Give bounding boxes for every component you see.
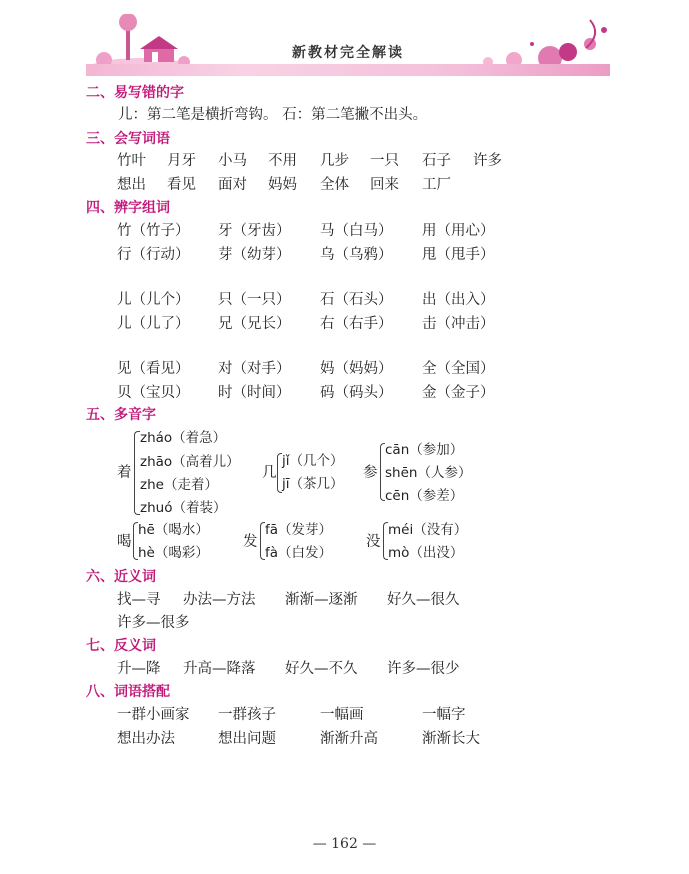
s4-item: 击（冲击） (422, 316, 495, 332)
s3-word-7: 石子 (422, 153, 451, 169)
s4-item: 行（行动） (117, 247, 190, 263)
header-band (86, 64, 610, 76)
s3-word-5: 几步 (320, 153, 349, 169)
polyphone-reading: hē（喝水） (138, 522, 209, 538)
synonym-pair: 办法—方法 (183, 592, 256, 608)
header-title: 新教材完全解读 (292, 45, 404, 61)
polyphone-reading: méi（没有） (388, 522, 468, 538)
polyphone-reading: mò（出没） (388, 545, 464, 561)
polyphone-char-he: 喝 (117, 534, 132, 550)
polyphone-reading: jǐ（几个） (282, 453, 344, 469)
section-heading-8: 八、词语搭配 (86, 684, 170, 700)
section-heading-6: 六、近义词 (86, 569, 156, 585)
polyphone-reading: cēn（参差） (385, 488, 464, 504)
polyphone-reading: zhe（走着） (140, 477, 218, 493)
s4-item: 码（码头） (320, 385, 393, 401)
section-heading-3: 三、会写词语 (86, 131, 170, 147)
synonym-pair: 找—寻 (117, 592, 161, 608)
s4-item: 马（白马） (320, 223, 393, 239)
s4-item: 兄（兄长） (218, 316, 291, 332)
polyphone-reading: zhāo（高着儿） (140, 454, 240, 470)
s4-item: 见（看见） (117, 361, 190, 377)
s4-item: 儿（儿个） (117, 292, 190, 308)
s4-item: 只（一只） (218, 292, 291, 308)
collocation: 渐渐长大 (422, 731, 480, 747)
collocation: 一群小画家 (117, 707, 190, 723)
antonym-pair: 好久—不久 (285, 661, 358, 677)
section-heading-5: 五、多音字 (86, 407, 156, 423)
polyphone-reading: hè（喝彩） (138, 545, 209, 561)
collocation: 一群孩子 (218, 707, 276, 723)
polyphone-reading: cān（参加） (385, 442, 464, 458)
s3-word-14: 回来 (370, 177, 399, 193)
antonym-pair: 升高—降落 (183, 661, 256, 677)
s4-item: 用（用心） (422, 223, 495, 239)
s3-word-12: 妈妈 (268, 177, 297, 193)
s3-word-4: 不用 (268, 153, 297, 169)
polyphone-char-ji: 几 (262, 465, 277, 481)
page-number: — 162 — (312, 836, 377, 852)
polyphone-char-zhe: 着 (117, 465, 132, 481)
s3-word-15: 工厂 (422, 177, 451, 193)
synonym-pair: 渐渐—逐渐 (285, 592, 358, 608)
section-heading-4: 四、辨字组词 (86, 200, 170, 216)
collocation: 想出问题 (218, 731, 276, 747)
s4-item: 右（右手） (320, 316, 393, 332)
synonym-pair: 好久—很久 (387, 592, 460, 608)
s3-word-11: 面对 (218, 177, 247, 193)
s4-item: 儿（儿了） (117, 316, 190, 332)
collocation: 渐渐升高 (320, 731, 378, 747)
section-heading-2: 二、易写错的字 (86, 85, 184, 101)
s3-word-2: 月牙 (167, 153, 196, 169)
page-header (86, 14, 610, 76)
polyphone-reading: zhuó（着装） (140, 500, 227, 516)
polyphone-reading: shēn（人参） (385, 465, 472, 481)
collocation: 一幅字 (422, 707, 466, 723)
polyphone-reading: fà（白发） (265, 545, 333, 561)
section-heading-7: 七、反义词 (86, 638, 156, 654)
polyphone-reading: jī（茶几） (282, 476, 344, 492)
collocation: 想出办法 (117, 731, 175, 747)
polyphone-reading: fā（发芽） (265, 522, 333, 538)
s4-item: 出（出入） (422, 292, 495, 308)
s4-item: 妈（妈妈） (320, 361, 393, 377)
s4-item: 时（时间） (218, 385, 291, 401)
s3-word-13: 全体 (320, 177, 349, 193)
polyphone-reading: zháo（着急） (140, 430, 227, 446)
s4-item: 对（对手） (218, 361, 291, 377)
s3-word-10: 看见 (167, 177, 196, 193)
s4-item: 芽（幼芽） (218, 247, 291, 263)
s3-word-3: 小马 (218, 153, 247, 169)
s4-item: 乌（乌鸦） (320, 247, 393, 263)
s3-word-8: 许多 (473, 153, 502, 169)
s4-item: 竹（竹子） (117, 223, 190, 239)
antonym-pair: 升—降 (117, 661, 161, 677)
s4-item: 金（金子） (422, 385, 495, 401)
collocation: 一幅画 (320, 707, 364, 723)
synonym-pair: 许多—很多 (117, 615, 190, 631)
s4-item: 石（石头） (320, 292, 393, 308)
s3-word-1: 竹叶 (117, 153, 146, 169)
s4-item: 全（全国） (422, 361, 495, 377)
s3-word-9: 想出 (117, 177, 146, 193)
s3-word-6: 一只 (370, 153, 399, 169)
section-2-text: 儿：第二笔是横折弯钩。 石：第二笔撇不出头。 (118, 107, 428, 123)
s4-item: 贝（宝贝） (117, 385, 190, 401)
polyphone-char-fa: 发 (243, 534, 258, 550)
polyphone-char-mei: 没 (366, 534, 381, 550)
antonym-pair: 许多—很少 (387, 661, 460, 677)
s4-item: 牙（牙齿） (218, 223, 291, 239)
polyphone-char-shen: 参 (363, 465, 378, 481)
s4-item: 甩（甩手） (422, 247, 495, 263)
